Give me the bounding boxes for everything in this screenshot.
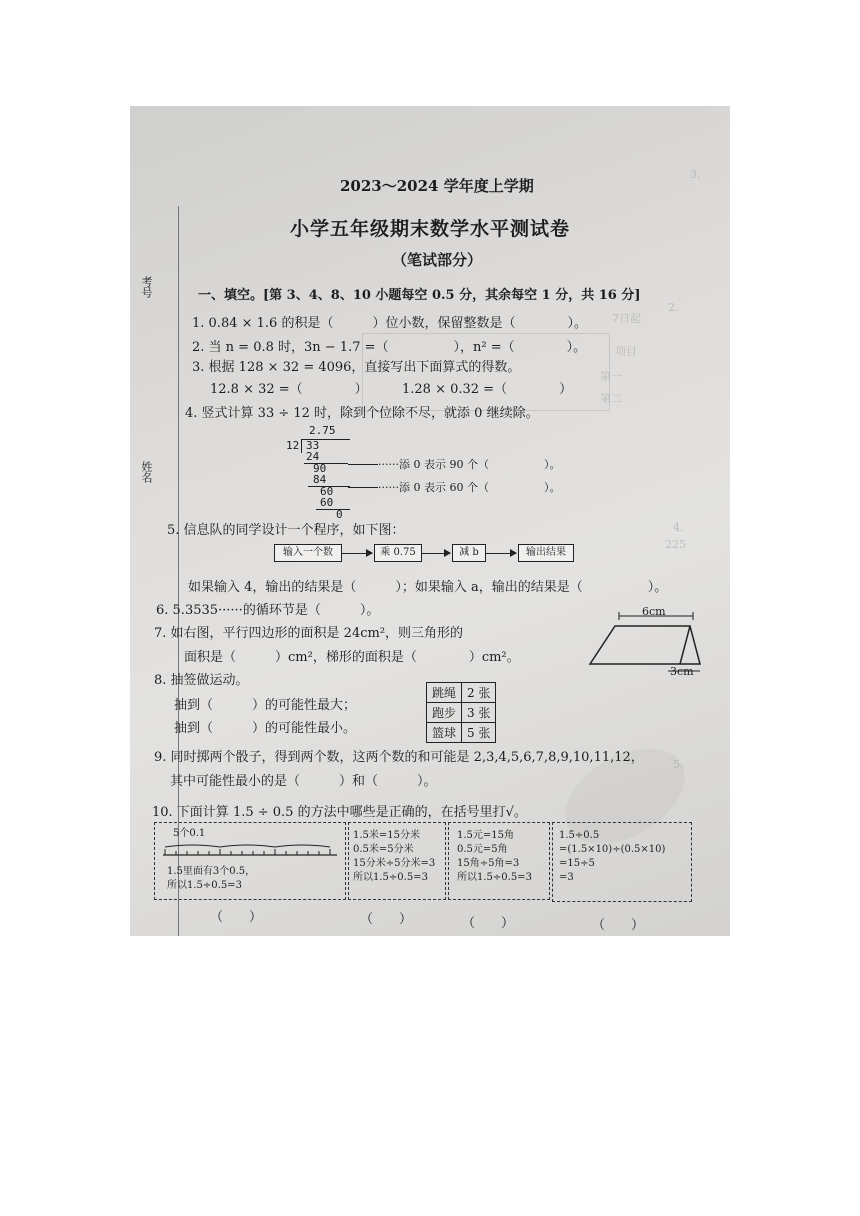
question-5-answer: 如果输入 4，输出的结果是（ ）；如果输入 a，输出的结果是（ ）。 [188,580,668,595]
top-length-label: 6cm [642,605,666,618]
question-4: 4. 竖式计算 33 ÷ 12 时，除到个位除不尽，就添 0 继续除。 [185,406,539,421]
table-cell: 5 张 [462,723,496,743]
method-line: 所以1.5÷0.5=3 [457,872,532,883]
division-step: 90 [313,462,327,475]
year-line: 2023～2024 学年度上学期 [340,177,534,195]
flow-step-output: 输出结果 [518,544,574,562]
method-line: 1.5里面有3个0.5， [167,866,256,877]
bleed-text: 项目 [615,345,637,358]
question-3: 3. 根据 128 × 32 = 4096，直接写出下面算式的得数。 [192,360,521,375]
division-note-1: ······添 0 表示 90 个（ ）。 [378,458,561,471]
division-rule [316,509,350,510]
division-note-2: ······添 0 表示 60 个（ ）。 [378,481,561,494]
question-9-line-2: 其中可能性最小的是（ ）和（ ）。 [170,774,437,789]
flow-arrow [422,553,450,554]
number-line [161,841,339,861]
question-7-line-1: 7. 如右图，平行四边形的面积是 24cm²，则三角形的 [154,626,464,641]
division-bracket [301,439,302,453]
question-5: 5. 信息队的同学设计一个程序，如下图： [167,523,405,538]
division-step: 84 [313,473,327,486]
division-step: 60 [320,485,334,498]
table-cell: 跳绳 [427,683,462,703]
answer-paren-1[interactable]: （ ） [210,910,263,925]
division-step: 60 [320,496,334,509]
method-line: 1.5米=15分米 [353,830,421,841]
method-line: =15÷5 [559,858,595,869]
method-line: =(1.5×10)÷(0.5×10) [559,844,666,855]
question-3-b: 1.28 × 0.32 =（ ） [402,382,573,397]
leader-line [348,464,378,465]
method-line: 1.5元=15角 [457,830,515,841]
method-line: 所以1.5÷0.5=3 [353,872,428,883]
flow-step-subtract: 减 b [452,544,486,562]
bleed-text: 7日起 [612,312,641,325]
question-10: 10. 下面计算 1.5 ÷ 0.5 的方法中哪些是正确的，在括号里打√。 [152,805,527,820]
card-table [426,682,496,743]
method-line: 0.5米=5分米 [353,844,414,855]
method-line: 1.5÷0.5 [559,830,600,841]
question-1: 1. 0.84 × 1.6 的积是（ ）位小数，保留整数是（ ）。 [192,316,587,331]
method-box-3 [448,822,550,900]
method-line: 15角÷5角=3 [457,858,520,869]
question-7-line-2: 面积是（ ）cm²，梯形的面积是（ ）cm²。 [184,650,520,665]
exam-photo [130,106,730,936]
dividend: 33 [306,439,320,452]
table-cell: 跑步 [427,703,462,723]
bleed-text: 5. [673,758,684,771]
method-line: =3 [559,872,574,883]
method-box-2 [348,822,446,900]
exam-title: 小学五年级期末数学水平测试卷 [290,218,571,240]
question-8-line-1: 抽到（ ）的可能性最大； [174,698,357,713]
answer-paren-2[interactable]: （ ） [360,912,413,927]
table-row [427,683,496,703]
method-box-4 [552,822,692,902]
bleed-text: 3. [690,168,701,181]
flow-arrow [342,553,372,554]
section-heading: 一、填空。[第 3、4、8、10 小题每空 0.5 分，其余每空 1 分，共 16 分] [198,288,641,303]
question-8-line-2: 抽到（ ）的可能性最小。 [174,721,357,736]
bleed-text: 4. [673,521,684,534]
number-line-label: 5个0.1 [173,828,206,839]
table-row [427,723,496,743]
exam-number-label: 考号 [140,276,153,298]
division-remainder: 0 [336,508,343,521]
method-line: 0.5元=5角 [457,844,508,855]
question-9-line-1: 9. 同时掷两个骰子，得到两个数，这两个数的和可能是 2,3,4,5,6,7,8,9,10,11,12， [154,750,644,765]
method-box-1 [154,822,346,900]
table-row [427,703,496,723]
method-line: 所以1.5÷0.5=3 [167,880,242,891]
leader-line [348,487,378,488]
table-cell: 篮球 [427,723,462,743]
exam-subtitle: （笔试部分） [392,251,483,269]
question-2: 2. 当 n = 0.8 时，3n − 1.7 =（ ），n² =（ ）。 [192,340,587,355]
table-cell: 3 张 [462,703,496,723]
divisor: 12 [286,439,300,452]
question-6: 6. 5.3535······的循环节是（ ）。 [156,603,380,618]
answer-paren-3[interactable]: （ ） [462,916,515,931]
flow-step-multiply: 乘 0.75 [374,544,422,562]
bleed-text: 第二 [600,392,622,405]
name-label: 姓名 [140,461,153,483]
bleed-text: 第一 [600,370,622,383]
quotient: 2.75 [309,424,336,437]
bleed-text: 2. [668,301,679,314]
question-8: 8. 抽签做运动。 [154,673,249,688]
bleed-text: 225 [665,538,686,551]
question-3-a: 12.8 × 32 =（ ） [210,382,368,397]
answer-paren-4[interactable]: （ ） [592,918,645,933]
bottom-length-label: 3cm [670,665,694,678]
division-step: 24 [306,450,320,463]
table-cell: 2 张 [462,683,496,703]
method-line: 15分米÷5分米=3 [353,858,436,869]
flow-step-input: 输入一个数 [274,544,342,562]
flow-arrow [486,553,516,554]
